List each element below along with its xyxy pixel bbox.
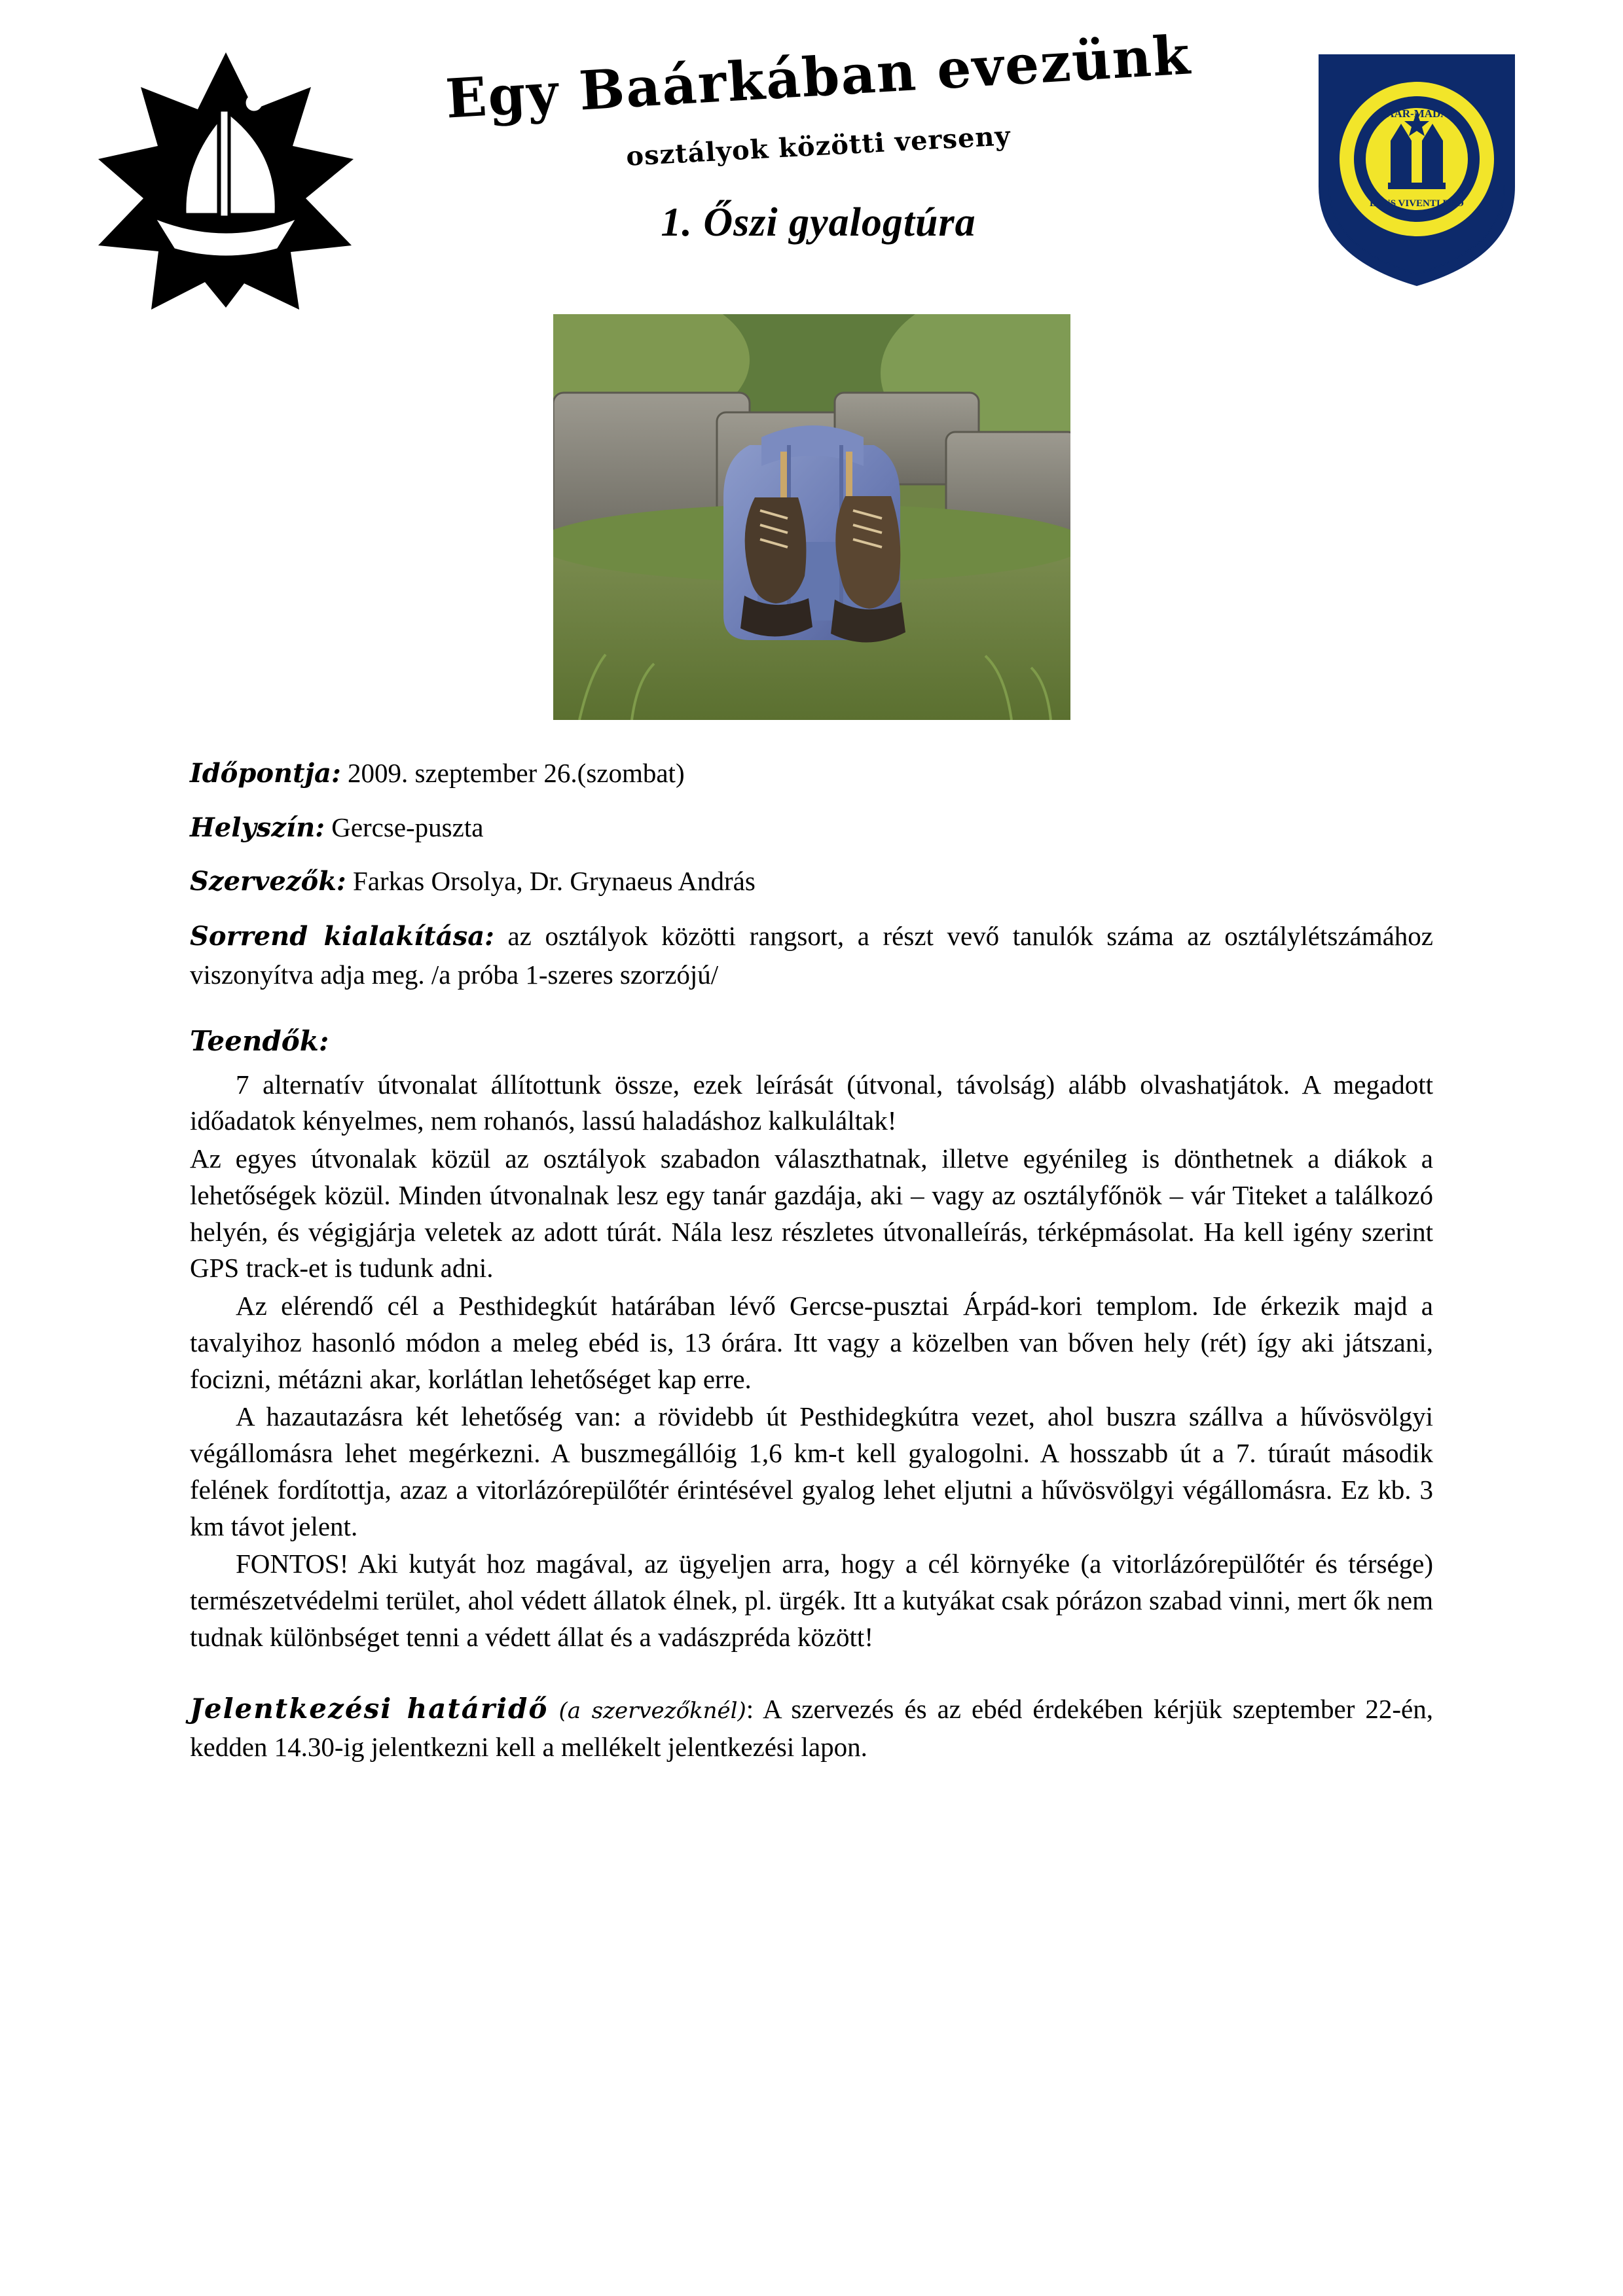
crest-bottom-text: LAUS VIVENTI DEO — [1370, 198, 1464, 209]
title-block — [419, 24, 1218, 246]
baar-madas-school-crest — [1312, 49, 1522, 291]
meta-row-organizers — [190, 863, 1433, 900]
sailboat-star-logo — [95, 49, 357, 311]
meta-row-location — [190, 809, 1433, 846]
meta-row-date — [190, 755, 1433, 792]
meta-row-ranking — [190, 917, 1433, 994]
hiking-gear-photo — [553, 314, 1070, 720]
todo-heading: Teendők: — [190, 1024, 329, 1057]
document-header — [0, 0, 1623, 301]
crest-top-text: BAÁR-MADAS — [1378, 107, 1455, 120]
meta-label-date: Időpontja: — [190, 758, 341, 789]
meta-value-location: Gercse-puszta — [331, 812, 484, 842]
meta-label-ranking: Sorrend kialakítása: — [190, 920, 494, 952]
meta-label-organizers: Szervezők: — [190, 866, 346, 897]
page-subtitle: osztályok közötti verseny — [625, 120, 1012, 172]
meta-value-date: 2009. szeptember 26.(szombat) — [347, 758, 685, 788]
meta-label-location: Helyszín: — [190, 812, 325, 843]
todo-paragraph-2: Az egyes útvonalak közül az osztályok szabadon választhatnak, illetve egyénileg is dönthetnek a diákok a lehetőségek közül. Minden útvonalnak lesz egy tanár gazdája, aki – vagy az osztályfőnök – vár Titeket a találkozó helyén, és végigjárja veletek az adott túrát. Nála lesz részletes útvonalleírás, térképmásolat. Ha kell igény szerint GPS track-et is tudunk adni. — [190, 1143, 1433, 1283]
meta-value-organizers: Farkas Orsolya, Dr. Grynaeus András — [352, 866, 756, 897]
todo-paragraph-1: 7 alternatív útvonalat állítottunk össze, ezek leírását (útvonal, távolság) alább olvashatjátok. A megadott időadatok kényelmes, nem rohanós, lassú haladáshoz kalkuláltak! — [190, 1069, 1433, 1136]
todo-paragraph-5: FONTOS! Aki kutyát hoz magával, az ügyeljen arra, hogy a cél környéke (a vitorlázórepülőtér és térsége) természetvédelmi terület, ahol védett állatok élnek, pl. ürgék. Itt a kutyákat csak pórázon szabad vinni, mert ők nem tudnak különbséget tenni a védett állat és a vadászpréda között! — [190, 1549, 1433, 1652]
deadline-label: Jelentkezési határidő — [190, 1692, 549, 1725]
document-body — [0, 755, 1623, 1766]
page-title: Egy Baárkában evezünk — [444, 24, 1193, 131]
deadline-parenthetical: (a szervezőknél) — [558, 1697, 746, 1724]
deadline-block — [190, 1690, 1433, 1766]
meta-value-ranking: az osztályok közötti rangsort, a részt vevő tanulók száma az osztálylétszámához viszonyítva adja meg. /a próba 1-szeres szorzójú/ — [190, 920, 1434, 990]
photo-container — [0, 314, 1623, 723]
section-title: 1. Őszi gyalogtúra — [661, 200, 976, 245]
deadline-text: : A szervezés és az ebéd érdekében kérjük szeptember 22-én, kedden 14.30-ig jelentkezni kell a mellékelt jelentkezési lapon. — [190, 1693, 1433, 1762]
todo-paragraph-4: A hazautazásra két lehetőség van: a rövidebb út Pesthidegkútra vezet, ahol buszra szállva a hűvösvölgyi végállomásra lehet megérkezni. A buszmegállóig 1,6 km-t kell gyalogolni. A hosszabb út a 7. túraút második felének fordítottja, azaz a vitorlázórepülőtér érintésével gyalog lehet eljutni a hűvösvölgyi végállomásra. Ez kb. 3 km távot jelent. — [190, 1401, 1433, 1541]
todo-paragraph-3: Az elérendő cél a Pesthidegkút határában lévő Gercse-pusztai Árpád-kori templom. Ide érkezik majd a tavalyihoz hasonló módon a meleg ebéd is, 13 órára. Itt vagy a közelben van bőven hely (rét) így aki játszani, focizni, métázni akar, korlátlan lehetőséget kap erre. — [190, 1291, 1433, 1394]
